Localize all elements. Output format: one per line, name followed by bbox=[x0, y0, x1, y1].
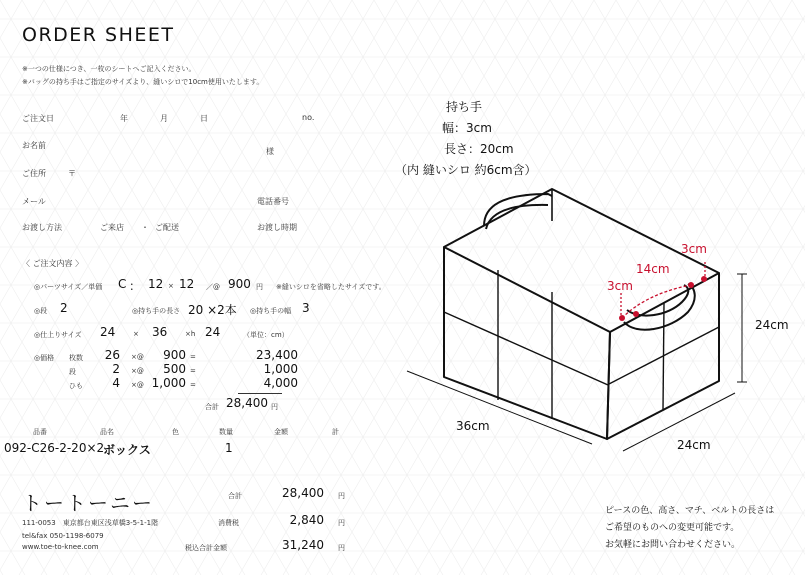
parts-size-label: ◎パーツサイズ／単価 bbox=[34, 283, 103, 291]
price-row-eq: = bbox=[190, 381, 196, 389]
company-web: www.toe-to-knee.com bbox=[22, 543, 99, 551]
col-name-header: 品名 bbox=[100, 428, 114, 436]
col-price-header: 金額 bbox=[274, 428, 288, 436]
parts-code: C bbox=[118, 277, 127, 291]
total-yen: 円 bbox=[338, 492, 345, 500]
price-row-unit: 1,000 bbox=[151, 376, 186, 390]
tax-label: 消費税 bbox=[218, 519, 239, 527]
order-date-label: ご注文日 bbox=[22, 114, 54, 123]
handle-width-value: 3 bbox=[302, 301, 310, 315]
customization-note-2: ご希望のものへの変更可能です。 bbox=[605, 523, 740, 533]
finished-height: 24 bbox=[205, 325, 221, 339]
grand-total-label: 税込合計金額 bbox=[185, 544, 227, 552]
customization-note-3: お気軽にお問い合わせください。 bbox=[605, 540, 741, 550]
price-row-total: 4,000 bbox=[263, 376, 298, 390]
handle-width-label: ◎持ち手の幅 bbox=[250, 307, 292, 315]
price-row-x: ×@ bbox=[131, 381, 144, 389]
parts-colon: ： bbox=[129, 279, 142, 293]
price-row-eq: = bbox=[190, 367, 196, 375]
note-handle-seam: ※バッグの持ち手はご指定のサイズより、縫いシロで10cm使用いたします。 bbox=[22, 78, 264, 86]
company-tel: tel&fax 050-1198-6079 bbox=[22, 532, 104, 540]
price-row-qty: 26 bbox=[104, 348, 120, 362]
order-section-label: 〈 ご注文内容 〉 bbox=[22, 259, 84, 268]
total-value: 28,400 bbox=[282, 486, 324, 500]
dim-handle-span: 14cm bbox=[636, 262, 670, 276]
col-qty-header: 数量 bbox=[219, 428, 233, 436]
order-number-label: no. bbox=[302, 113, 315, 122]
subtotal-value: 28,400 bbox=[226, 396, 268, 410]
dim-depth: 24cm bbox=[677, 438, 711, 452]
tax-yen: 円 bbox=[338, 519, 345, 527]
price-row-eq: = bbox=[190, 353, 196, 361]
honorific-label: 様 bbox=[266, 147, 274, 156]
price-row-label: 枚数 bbox=[69, 354, 83, 362]
handle-length-spec: 長さ：20cm bbox=[444, 142, 514, 156]
handle-title: 持ち手 bbox=[446, 100, 483, 114]
parts-at: ／@ bbox=[206, 283, 220, 291]
parts-times: × bbox=[168, 282, 174, 290]
finished-depth: 36 bbox=[152, 325, 168, 339]
company-address: 111-0053 東京都台東区浅草橋3-5-1-1階 bbox=[22, 519, 159, 527]
page-title: ORDER SHEET bbox=[22, 24, 175, 46]
postal-mark: 〒 bbox=[68, 169, 76, 178]
dim-handle-width-right: 3cm bbox=[681, 242, 707, 256]
handle-width-spec: 幅：3cm bbox=[442, 121, 492, 135]
note-one-sheet: ※一つの仕様につき、一枚のシートへご記入ください。 bbox=[22, 65, 196, 73]
parts-yen: 円 bbox=[256, 283, 263, 291]
parts-width: 12 bbox=[148, 277, 164, 291]
dim-handle-width-left: 3cm bbox=[607, 279, 633, 293]
month-label: 月 bbox=[160, 114, 168, 123]
product-qty: 1 bbox=[225, 441, 233, 455]
tax-value: 2,840 bbox=[289, 513, 324, 527]
handle-length-value: 20 ×2本 bbox=[188, 303, 237, 317]
price-row-total: 23,400 bbox=[256, 348, 298, 362]
dim-length: 36cm bbox=[456, 419, 490, 433]
finished-width: 24 bbox=[100, 325, 116, 339]
handle-seam-spec: （内 縫いシロ 約6cm含） bbox=[395, 163, 537, 177]
price-row-label: ひも bbox=[69, 382, 83, 390]
price-row-unit: 500 bbox=[163, 362, 186, 376]
subtotal-yen: 円 bbox=[271, 403, 278, 411]
name-label: お名前 bbox=[22, 141, 46, 150]
col-code-header: 品番 bbox=[33, 428, 47, 436]
tiers-value: 2 bbox=[60, 301, 68, 315]
price-row-unit: 900 bbox=[163, 348, 186, 362]
col-total-header: 計 bbox=[332, 428, 339, 436]
parts-height: 12 bbox=[179, 277, 195, 291]
price-label: ◎価格 bbox=[34, 354, 55, 362]
grand-total-yen: 円 bbox=[338, 544, 345, 552]
subtotal-label: 合計 bbox=[205, 403, 219, 411]
delivery-visit-option: ご来店 bbox=[100, 223, 124, 232]
delivery-separator: ・ bbox=[141, 223, 149, 232]
day-label: 日 bbox=[200, 114, 208, 123]
product-code: 092-C26-2-20×2 bbox=[4, 441, 105, 455]
price-row-total: 1,000 bbox=[263, 362, 298, 376]
price-row-x: ×@ bbox=[131, 353, 144, 361]
delivery-method-label: お渡し方法 bbox=[22, 223, 62, 232]
col-color-header: 色 bbox=[172, 428, 179, 436]
price-row-qty: 2 bbox=[112, 362, 120, 376]
customization-note-1: ピースの色、高さ、マチ、ベルトの長さは bbox=[605, 506, 775, 516]
grand-total-value: 31,240 bbox=[282, 538, 324, 552]
parts-unit-price: 900 bbox=[228, 277, 251, 291]
dim-height: 24cm bbox=[755, 318, 789, 332]
company-logo: トートーニー bbox=[22, 491, 154, 515]
finished-times: × bbox=[133, 330, 139, 338]
parts-note: ※縫いシロを省略したサイズです。 bbox=[276, 283, 386, 291]
handle-length-label: ◎持ち手の長さ bbox=[132, 307, 181, 315]
address-label: ご住所 bbox=[22, 169, 46, 178]
total-label: 合計 bbox=[228, 492, 242, 500]
finished-size-label: ◎仕上りサイズ bbox=[34, 331, 82, 339]
delivery-time-label: お渡し時期 bbox=[257, 223, 297, 232]
price-row-x: ×@ bbox=[131, 367, 144, 375]
product-name: ボックス bbox=[103, 443, 151, 457]
price-row-label: 段 bbox=[69, 368, 76, 376]
year-label: 年 bbox=[120, 114, 128, 123]
delivery-ship-option: ご配送 bbox=[155, 223, 179, 232]
price-row-qty: 4 bbox=[112, 376, 120, 390]
phone-label: 電話番号 bbox=[257, 197, 289, 206]
tiers-label: ◎段 bbox=[34, 307, 48, 315]
unit-cm-label: （単位：cm） bbox=[243, 331, 289, 339]
finished-times-h: ×h bbox=[185, 330, 196, 338]
mail-label: メール bbox=[22, 197, 46, 206]
